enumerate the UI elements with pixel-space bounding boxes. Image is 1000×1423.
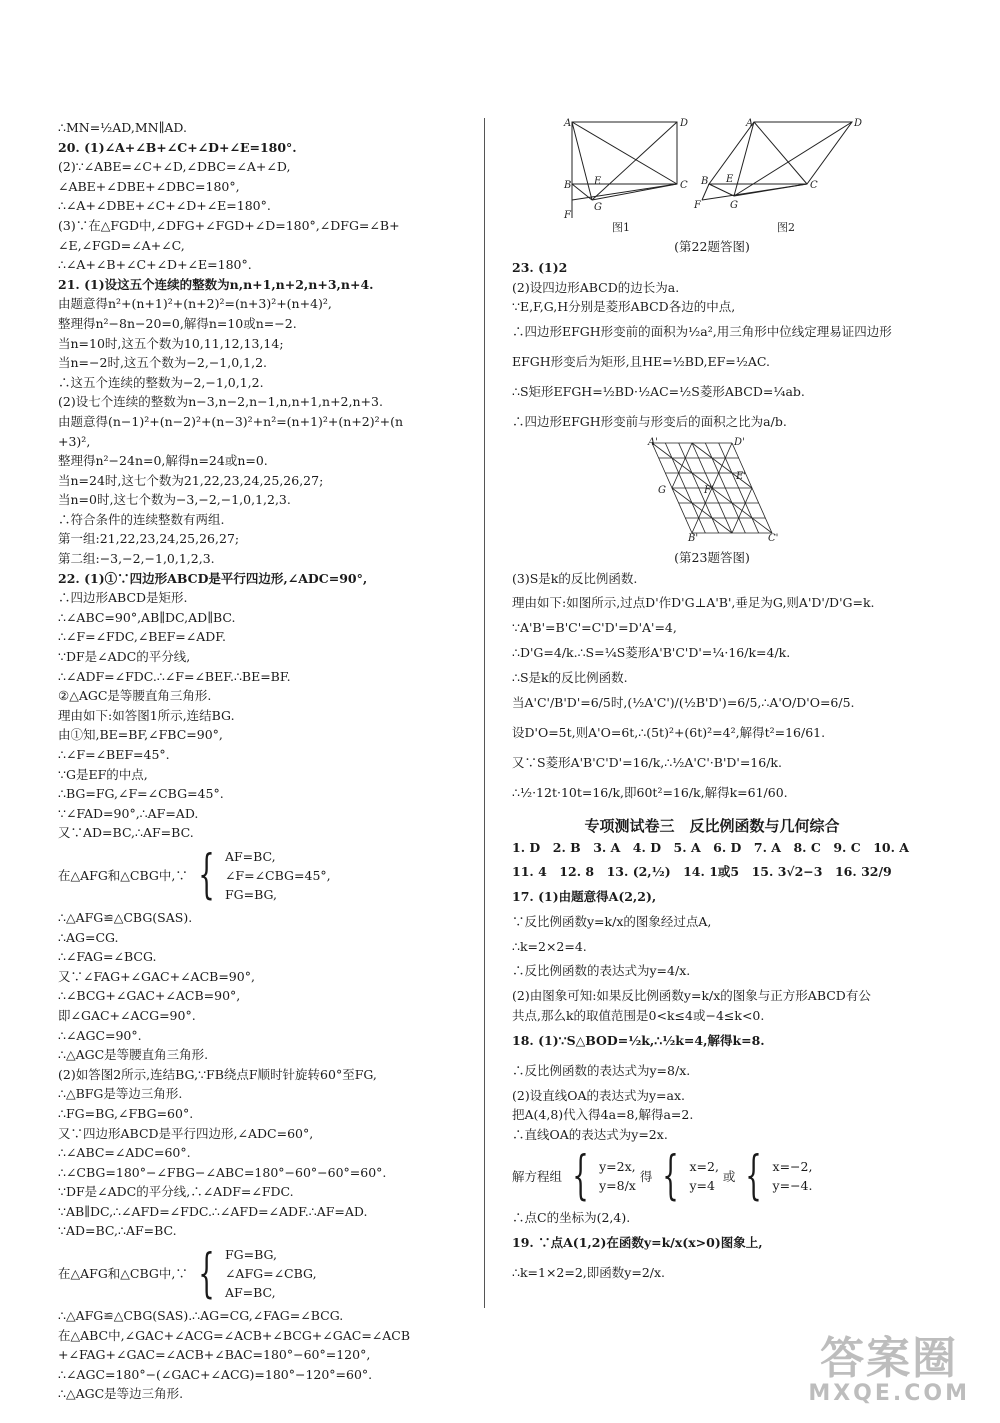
text-line: ∵E,F,G,H分别是菱形ABCD各边的中点, xyxy=(512,299,736,315)
left-brace-icon: { xyxy=(662,1146,680,1207)
text-line: 当n=−2时,这五个数为−2,−1,0,1,2. xyxy=(58,355,268,371)
fig23-label-a: A' xyxy=(648,436,658,448)
text-line: (2)设直线OA的表达式为y=ax. xyxy=(512,1087,685,1103)
text-line: ∴MN=½AD,MN∥AD. xyxy=(58,120,187,135)
text-line: ∵DF是∠ADC的平分线, xyxy=(58,649,191,665)
text-line: ∴AG=CG. xyxy=(58,929,119,945)
text-line: ∴∠A+∠DBE+∠C+∠D+∠E=180°. xyxy=(58,198,271,214)
watermark-line-1: 答案圈 xyxy=(820,1333,959,1384)
text-line: ∴△AFG≌△CBG(SAS). xyxy=(58,909,193,925)
brace-items xyxy=(225,1245,317,1302)
left-brace-icon: { xyxy=(745,1146,763,1207)
figure-22-caption: (第22题答图) xyxy=(674,239,750,254)
text-line: 由①知,BE=BF,∠FBC=90°, xyxy=(58,727,223,743)
text-line: ∴FG=BG,∠FBG=60°. xyxy=(58,1105,194,1121)
brace-item: x=−2, xyxy=(772,1159,813,1175)
text-line: (2)设四边形ABCD的边长为a. xyxy=(512,279,680,295)
text-line: 20. (1)∠A+∠B+∠C+∠D+∠E=180°. xyxy=(58,139,297,155)
right-block-3 xyxy=(512,838,912,1145)
brace-prefix: 解方程组 xyxy=(512,1168,563,1184)
text-line: ∵DF是∠ADC的平分线,∴∠ADF=∠FDC. xyxy=(58,1184,294,1200)
fig1-label-f: F xyxy=(564,210,571,221)
fig2-label-c: C xyxy=(810,180,818,191)
text-line: (2)设七个连续的整数为n−3,n−2,n−1,n,n+1,n+2,n+3. xyxy=(58,394,383,410)
text-line: 23. (1)2 xyxy=(512,260,568,275)
brace-item: ∠AFG=∠CBG, xyxy=(224,1266,317,1282)
text-line: ∴S矩形EFGH=½BD·½AC=½S菱形ABCD=¼ab. xyxy=(512,383,805,399)
watermark-line-2: MXQE.COM xyxy=(808,1381,970,1406)
figure-22 xyxy=(512,118,912,258)
text-line: ∴反比例函数的表达式为y=4/x. xyxy=(512,963,691,979)
brace-item: FG=BG, xyxy=(224,1247,278,1263)
brace-result-1 xyxy=(689,1157,718,1195)
watermark-logo xyxy=(808,1333,970,1406)
text-line: 理由如下:如图所示,过点D'作D'G⊥A'B',垂足为G,则A'D'/D'G=k. xyxy=(512,595,875,611)
fig1-label-c: C xyxy=(680,180,688,191)
left-brace-icon: { xyxy=(572,1146,589,1207)
text-line: ∴点C的坐标为(2,4). xyxy=(512,1210,631,1226)
text-line: ∴△BFG是等边三角形. xyxy=(58,1086,183,1102)
brace-item: y=−4. xyxy=(772,1178,813,1194)
right-block-4 xyxy=(512,1208,912,1288)
brace-item: AF=BC, xyxy=(224,848,276,864)
text-line: ∴∠CBG=180°−∠FBG−∠ABC=180°−60°−60°=60°. xyxy=(58,1164,387,1180)
text-line: 共点,那么k的取值范围是0<k≤4或−4≤k<0. xyxy=(512,1007,765,1023)
brace-item: x=2, xyxy=(689,1159,719,1175)
fig2-label-d: D xyxy=(854,118,863,129)
brace-item: FG=BG, xyxy=(224,886,278,902)
fig23-label-f: F' xyxy=(704,484,714,496)
text-line: ∠E,∠FGD=∠A+∠C, xyxy=(58,237,185,253)
text-line: (2)如答图2所示,连结BG,∵FB绕点F顺时针旋转60°至FG, xyxy=(58,1066,377,1082)
text-line: ∴∠AGC=180°−(∠GAC+∠ACG)=180°−120°=60°. xyxy=(58,1366,373,1382)
equation-system-brace xyxy=(512,1146,912,1207)
text-line: ∴½·12t·10t=16/k,即60t²=16/k,解得k=61/60. xyxy=(512,784,788,800)
text-line: 整理得n²−24n=0,解得n=24或n=0. xyxy=(58,453,268,469)
left-column xyxy=(58,118,468,1404)
text-line: (2)由图象可知:如果反比例函数y=k/x的图象与正方形ABCD有公 xyxy=(512,988,871,1004)
figure-23-diagram xyxy=(512,437,912,547)
text-line: 又∵S菱形A'B'C'D'=16/k,∴½A'C'·B'D'=16/k. xyxy=(512,754,782,770)
text-line: ∵AD=BC,∴AF=BC. xyxy=(58,1223,177,1239)
brace-item: y=4 xyxy=(689,1178,715,1194)
column-divider xyxy=(484,118,485,1308)
fig1-label-b: B xyxy=(564,180,572,191)
text-line: ∴△AFG≌△CBG(SAS).∴AG=CG,∠FAG=∠BCG. xyxy=(58,1308,344,1324)
text-line: 当n=10时,这五个数为10,11,12,13,14; xyxy=(58,335,284,351)
fig2-label-g: G xyxy=(730,200,738,211)
text-line: 第一组:21,22,23,24,25,26,27; xyxy=(58,531,240,547)
text-line: ∴∠F=∠FDC,∠BEF=∠ADF. xyxy=(58,629,226,645)
text-line: +∠FAG+∠GAC=∠ACB+∠BAC=180°−60°=120°, xyxy=(58,1347,371,1363)
figure-22-diagrams xyxy=(512,118,912,236)
text-line: ∴BG=FG,∠F=∠CBG=45°. xyxy=(58,786,224,802)
text-line: ∴∠ABC=90°,AB∥DC,AD∥BC. xyxy=(58,609,236,625)
fig1-caption: 图1 xyxy=(612,221,630,234)
text-line: ∴∠BCG+∠GAC+∠ACB=90°, xyxy=(58,988,241,1004)
text-line: ∴k=1×2=2,即函数y=2/x. xyxy=(512,1264,666,1280)
text-line: ∴四边形EFGH形变前的面积为½a²,用三角形中位线定理易证四边形 xyxy=(512,323,892,339)
fig2-label-a: A xyxy=(746,118,754,129)
brace-or-text: 或 xyxy=(722,1168,736,1184)
text-line: 22. (1)①∵四边形ABCD是平行四边形,∠ADC=90°, xyxy=(58,570,368,586)
brace-items xyxy=(225,847,331,904)
text-line: ∵G是EF的中点, xyxy=(58,766,148,782)
fig2-caption: 图2 xyxy=(777,221,795,234)
fig23-label-e: E' xyxy=(736,470,747,482)
text-line: (3)∵在△FGD中,∠DFG+∠FGD+∠D=180°,∠DFG=∠B+ xyxy=(58,217,400,233)
congruence-brace-2 xyxy=(58,1245,468,1302)
text-line: 17. (1)由题意得A(2,2), xyxy=(512,889,657,905)
fig23-label-d: D' xyxy=(734,436,745,448)
text-line: ∴∠A+∠B+∠C+∠D+∠E=180°. xyxy=(58,257,252,273)
left-block-1 xyxy=(58,118,468,843)
brace-item: y=8/x xyxy=(599,1178,636,1194)
left-brace-icon: { xyxy=(198,1243,215,1304)
fig23-label-b: B' xyxy=(688,532,699,544)
text-line: 又∵∠FAG+∠GAC+∠ACB=90°, xyxy=(58,968,255,984)
text-line: ∴△AGC是等边三角形. xyxy=(58,1386,184,1402)
text-line: ∴k=2×2=4. xyxy=(512,938,587,954)
text-line: 由题意得(n−1)²+(n−2)²+(n−3)²+n²=(n+1)²+(n+2)²+(n xyxy=(58,413,404,429)
text-line: 又∵四边形ABCD是平行四边形,∠ADC=60°, xyxy=(58,1125,314,1141)
text-line: 在△ABC中,∠GAC+∠ACG=∠ACB+∠BCG+∠GAC=∠ACB xyxy=(58,1327,411,1343)
brace-items xyxy=(599,1157,636,1195)
text-line: ∴∠ABC=∠ADC=60°. xyxy=(58,1145,191,1161)
text-line: 把A(4,8)代入得4a=8,解得a=2. xyxy=(512,1107,694,1123)
left-block-3 xyxy=(58,1306,468,1404)
brace-prefix: 在△AFG和△CBG中,∵ xyxy=(58,1266,188,1282)
left-block-2 xyxy=(58,908,468,1241)
right-block-2 xyxy=(512,569,912,808)
text-line: 整理得n²−8n−20=0,解得n=10或n=−2. xyxy=(58,315,297,331)
right-block-1 xyxy=(512,258,912,437)
fig1-label-g: G xyxy=(594,202,602,213)
text-line: ∴∠ADF=∠FDC.∴∠F=∠BEF.∴BE=BF. xyxy=(58,668,291,684)
text-line: 1. D 2. B 3. A 4. D 5. A 6. D 7. A 8. C 9. C 10. A xyxy=(512,839,909,855)
fig1-label-a: A xyxy=(564,118,572,129)
text-line: (3)S是k的反比例函数. xyxy=(512,570,638,586)
brace-item: y=2x, xyxy=(599,1159,636,1175)
figure-23-caption: (第23题答图) xyxy=(674,549,750,565)
text-line: 11. 4 12. 8 13. (2,½) 14. 1或5 15. 3√2−3 16. 32/9 xyxy=(512,864,892,880)
brace-prefix: 在△AFG和△CBG中,∵ xyxy=(58,867,188,883)
brace-item: AF=BC, xyxy=(224,1285,276,1301)
right-column xyxy=(512,118,912,1288)
text-line: 设D'O=5t,则A'O=6t,∴(5t)²+(6t)²=4²,解得t²=16/61. xyxy=(512,724,826,740)
text-line: ∴∠F=∠BEF=45°. xyxy=(58,747,170,762)
text-line: ∵A'B'=B'C'=C'D'=D'A'=4, xyxy=(512,620,677,636)
left-brace-icon: { xyxy=(198,845,215,906)
text-line: ∴S是k的反比例函数. xyxy=(512,669,628,685)
brace-result-2 xyxy=(773,1157,813,1195)
section-title: 专项测试卷三 反比例函数与几何综合 xyxy=(584,816,840,835)
text-line: ∴反比例函数的表达式为y=8/x. xyxy=(512,1062,691,1078)
text-line: ∴四边形EFGH形变前与形变后的面积之比为a/b. xyxy=(512,413,787,429)
brace-item: ∠F=∠CBG=45°, xyxy=(224,867,331,883)
brace-mid-text: 得 xyxy=(639,1168,653,1184)
text-line: 21. (1)设这五个连续的整数为n,n+1,n+2,n+3,n+4. xyxy=(58,276,374,292)
text-line: 即∠GAC+∠ACG=90°. xyxy=(58,1007,196,1023)
text-line: 当n=0时,这七个数为−3,−2,−1,0,1,2,3. xyxy=(58,492,291,508)
figure-23 xyxy=(512,437,912,569)
text-line: ∴四边形ABCD是矩形. xyxy=(58,590,188,606)
text-line: 第二组:−3,−2,−1,0,1,2,3. xyxy=(58,551,215,567)
text-line: ∴∠AGC=90°. xyxy=(58,1027,142,1043)
text-line: 由题意得n²+(n+1)²+(n+2)²=(n+3)²+(n+4)², xyxy=(58,296,332,312)
text-line: 又∵AD=BC,∴AF=BC. xyxy=(58,825,194,841)
text-line: ②△AGC是等腰直角三角形. xyxy=(58,688,212,704)
fig2-label-b: B xyxy=(701,176,709,187)
fig2-label-e: E xyxy=(726,174,734,185)
fig2-label-f: F xyxy=(694,200,701,211)
fig1-label-d: D xyxy=(680,118,689,129)
text-line: ∵∠FAD=90°,∴AF=AD. xyxy=(58,805,199,821)
text-line: ∴∠FAG=∠BCG. xyxy=(58,949,157,965)
text-line: 当A'C'/B'D'=6/5时,(½A'C')/(½B'D')=6/5,∴A'O/D'O=6/5. xyxy=(512,694,855,710)
text-line: (2)∵∠ABE=∠C+∠D,∠DBC=∠A+∠D, xyxy=(58,159,291,175)
text-line: ∠ABE+∠DBE+∠DBC=180°, xyxy=(58,178,240,194)
text-line: ∴这五个连续的整数为−2,−1,0,1,2. xyxy=(58,374,264,390)
fig1-label-e: E xyxy=(594,176,602,187)
text-line: EFGH形变后为矩形,且HE=½BD,EF=½AC. xyxy=(512,353,771,369)
text-line: ∴符合条件的连续整数有两组. xyxy=(58,511,225,527)
fig23-label-c: C' xyxy=(768,532,779,544)
text-line: 理由如下:如答图1所示,连结BG. xyxy=(58,707,235,723)
text-line: 当n=24时,这七个数为21,22,23,24,25,26,27; xyxy=(58,472,324,488)
fig23-label-g: G xyxy=(658,484,666,496)
text-line: ∵反比例函数y=k/x的图象经过点A, xyxy=(512,913,712,929)
text-line: 19. ∵点A(1,2)在函数y=k/x(x>0)图象上, xyxy=(512,1234,763,1250)
text-line: ∵AB∥DC,∴∠AFD=∠FDC.∴∠AFD=∠ADF.∴AF=AD. xyxy=(58,1203,368,1219)
text-line: ∴D'G=4/k.∴S=¼S菱形A'B'C'D'=¼·16/k=4/k. xyxy=(512,644,791,660)
text-line: ∴△AGC是等腰直角三角形. xyxy=(58,1047,209,1063)
congruence-brace-1 xyxy=(58,847,468,904)
text-line: 18. (1)∵S△BOD=½k,∴½k=4,解得k=8. xyxy=(512,1032,765,1048)
text-line: +3)², xyxy=(58,433,91,449)
text-line: ∴直线OA的表达式为y=2x. xyxy=(512,1126,668,1142)
